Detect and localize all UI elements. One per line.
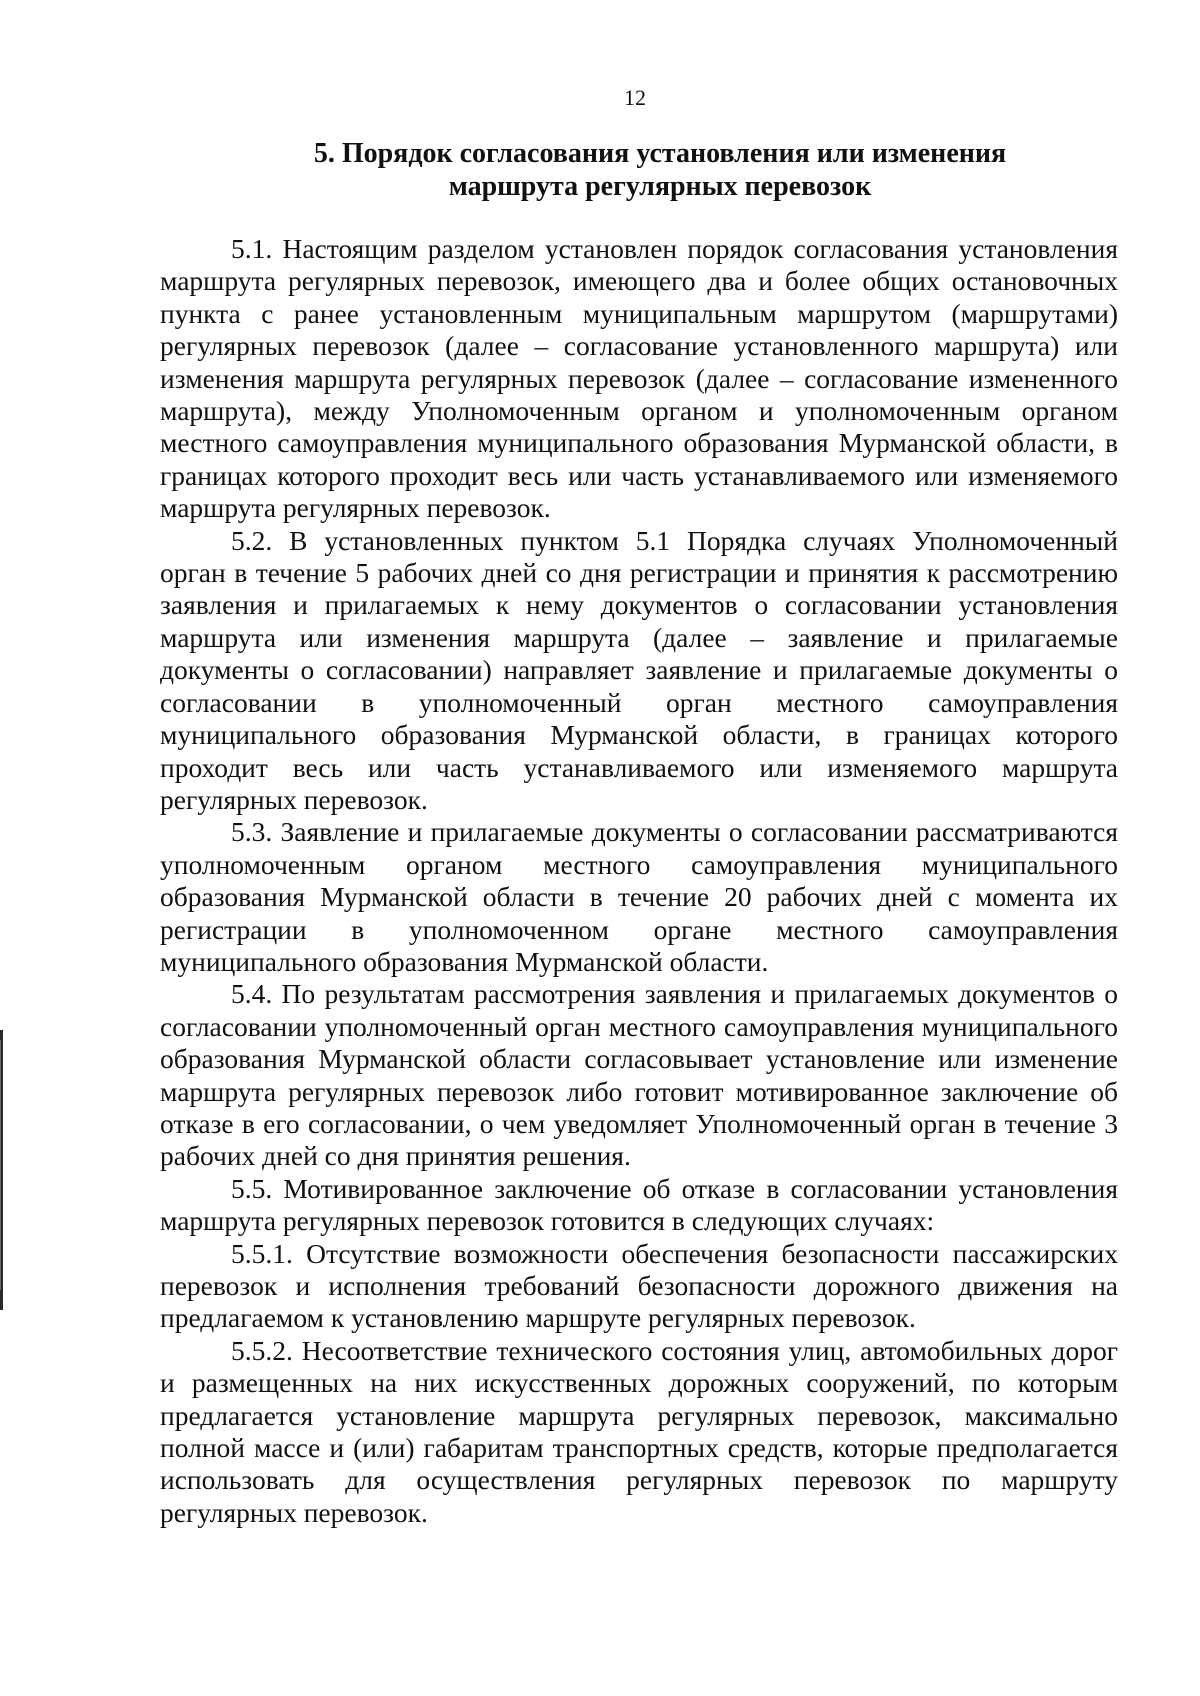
page-number: 12 — [624, 85, 646, 110]
paragraph-5-5-1: 5.5.1. Отсутствие возможности обеспечения безопасности пассажирских перевозок и исполнения требований безопасности дорожного движения на предлагаемом к установлению маршруте регулярных перевозок. — [160, 1237, 1118, 1334]
section-heading-line-1: 5. Порядок согласования установления или изменения — [313, 138, 1007, 169]
paragraph-5-5: 5.5. Мотивированное заключение об отказе в согласовании установления маршрута регулярных перевозок готовится в следующих случаях: — [160, 1172, 1118, 1237]
paragraph-5-4: 5.4. По результатам рассмотрения заявления и прилагаемых документов о согласовании уполномоченный орган местного самоуправления муниципального образования Мурманской области согласовывает установление или изменение маршрута регулярных перевозок либо готовит мотивированное заключение об отказе в его согласовании, о чем уведомляет Уполномоченный орган в течение 3 рабочих дней со дня принятия решения. — [160, 978, 1118, 1172]
scan-edge-mark-thin — [0, 1040, 1, 1290]
paragraph-5-5-2: 5.5.2. Несоответствие технического состояния улиц, автомобильных дорог и размещенных на них искусственных дорожных сооружений, по которым предлагается установление маршрута регулярных перевозок, максимально полной массе и (или) габаритам транспортных средств, которые предполагается использовать для осуществления регулярных перевозок по маршруту регулярных перевозок. — [160, 1334, 1118, 1528]
paragraph-5-3: 5.3. Заявление и прилагаемые документы о согласовании рассматриваются уполномоченным органом местного самоуправления муниципального образования Мурманской области в течение 20 рабочих дней с момента их регистрации в уполномоченном органе местного самоуправления муниципального образования Мурманской области. — [160, 816, 1118, 977]
paragraph-5-1: 5.1. Настоящим разделом установлен порядок согласования установления маршрута регулярных перевозок, имеющего два и более общих остановочных пункта с ранее установленным муниципальным маршрутом (маршрутами) регулярных перевозок (далее – согласование установленного маршрута) или изменения маршрута регулярных перевозок (далее – согласование измененного маршрута), между Уполномоченным органом и уполномоченным органом местного самоуправления муниципального образования Мурманской области, в границах которого проходит весь или часть устанавливаемого или изменяемого маршрута регулярных перевозок. — [160, 233, 1118, 524]
paragraph-5-2: 5.2. В установленных пунктом 5.1 Порядка случаях Уполномоченный орган в течение 5 рабочих дней со дня регистрации и принятия к рассмотрению заявления и прилагаемых к нему документов о согласовании установления маршрута или изменения маршрута (далее – заявление и прилагаемые документы о согласовании) направляет заявление и прилагаемые документы о согласовании в уполномоченный орган местного самоуправления муниципального образования Мурманской области, в границах которого проходит весь или часть устанавливаемого или изменяемого маршрута регулярных перевозок. — [160, 524, 1118, 815]
section-heading — [300, 137, 1020, 203]
section-heading-line-2: маршрута регулярных перевозок — [448, 171, 872, 202]
section-body — [160, 233, 1118, 1529]
